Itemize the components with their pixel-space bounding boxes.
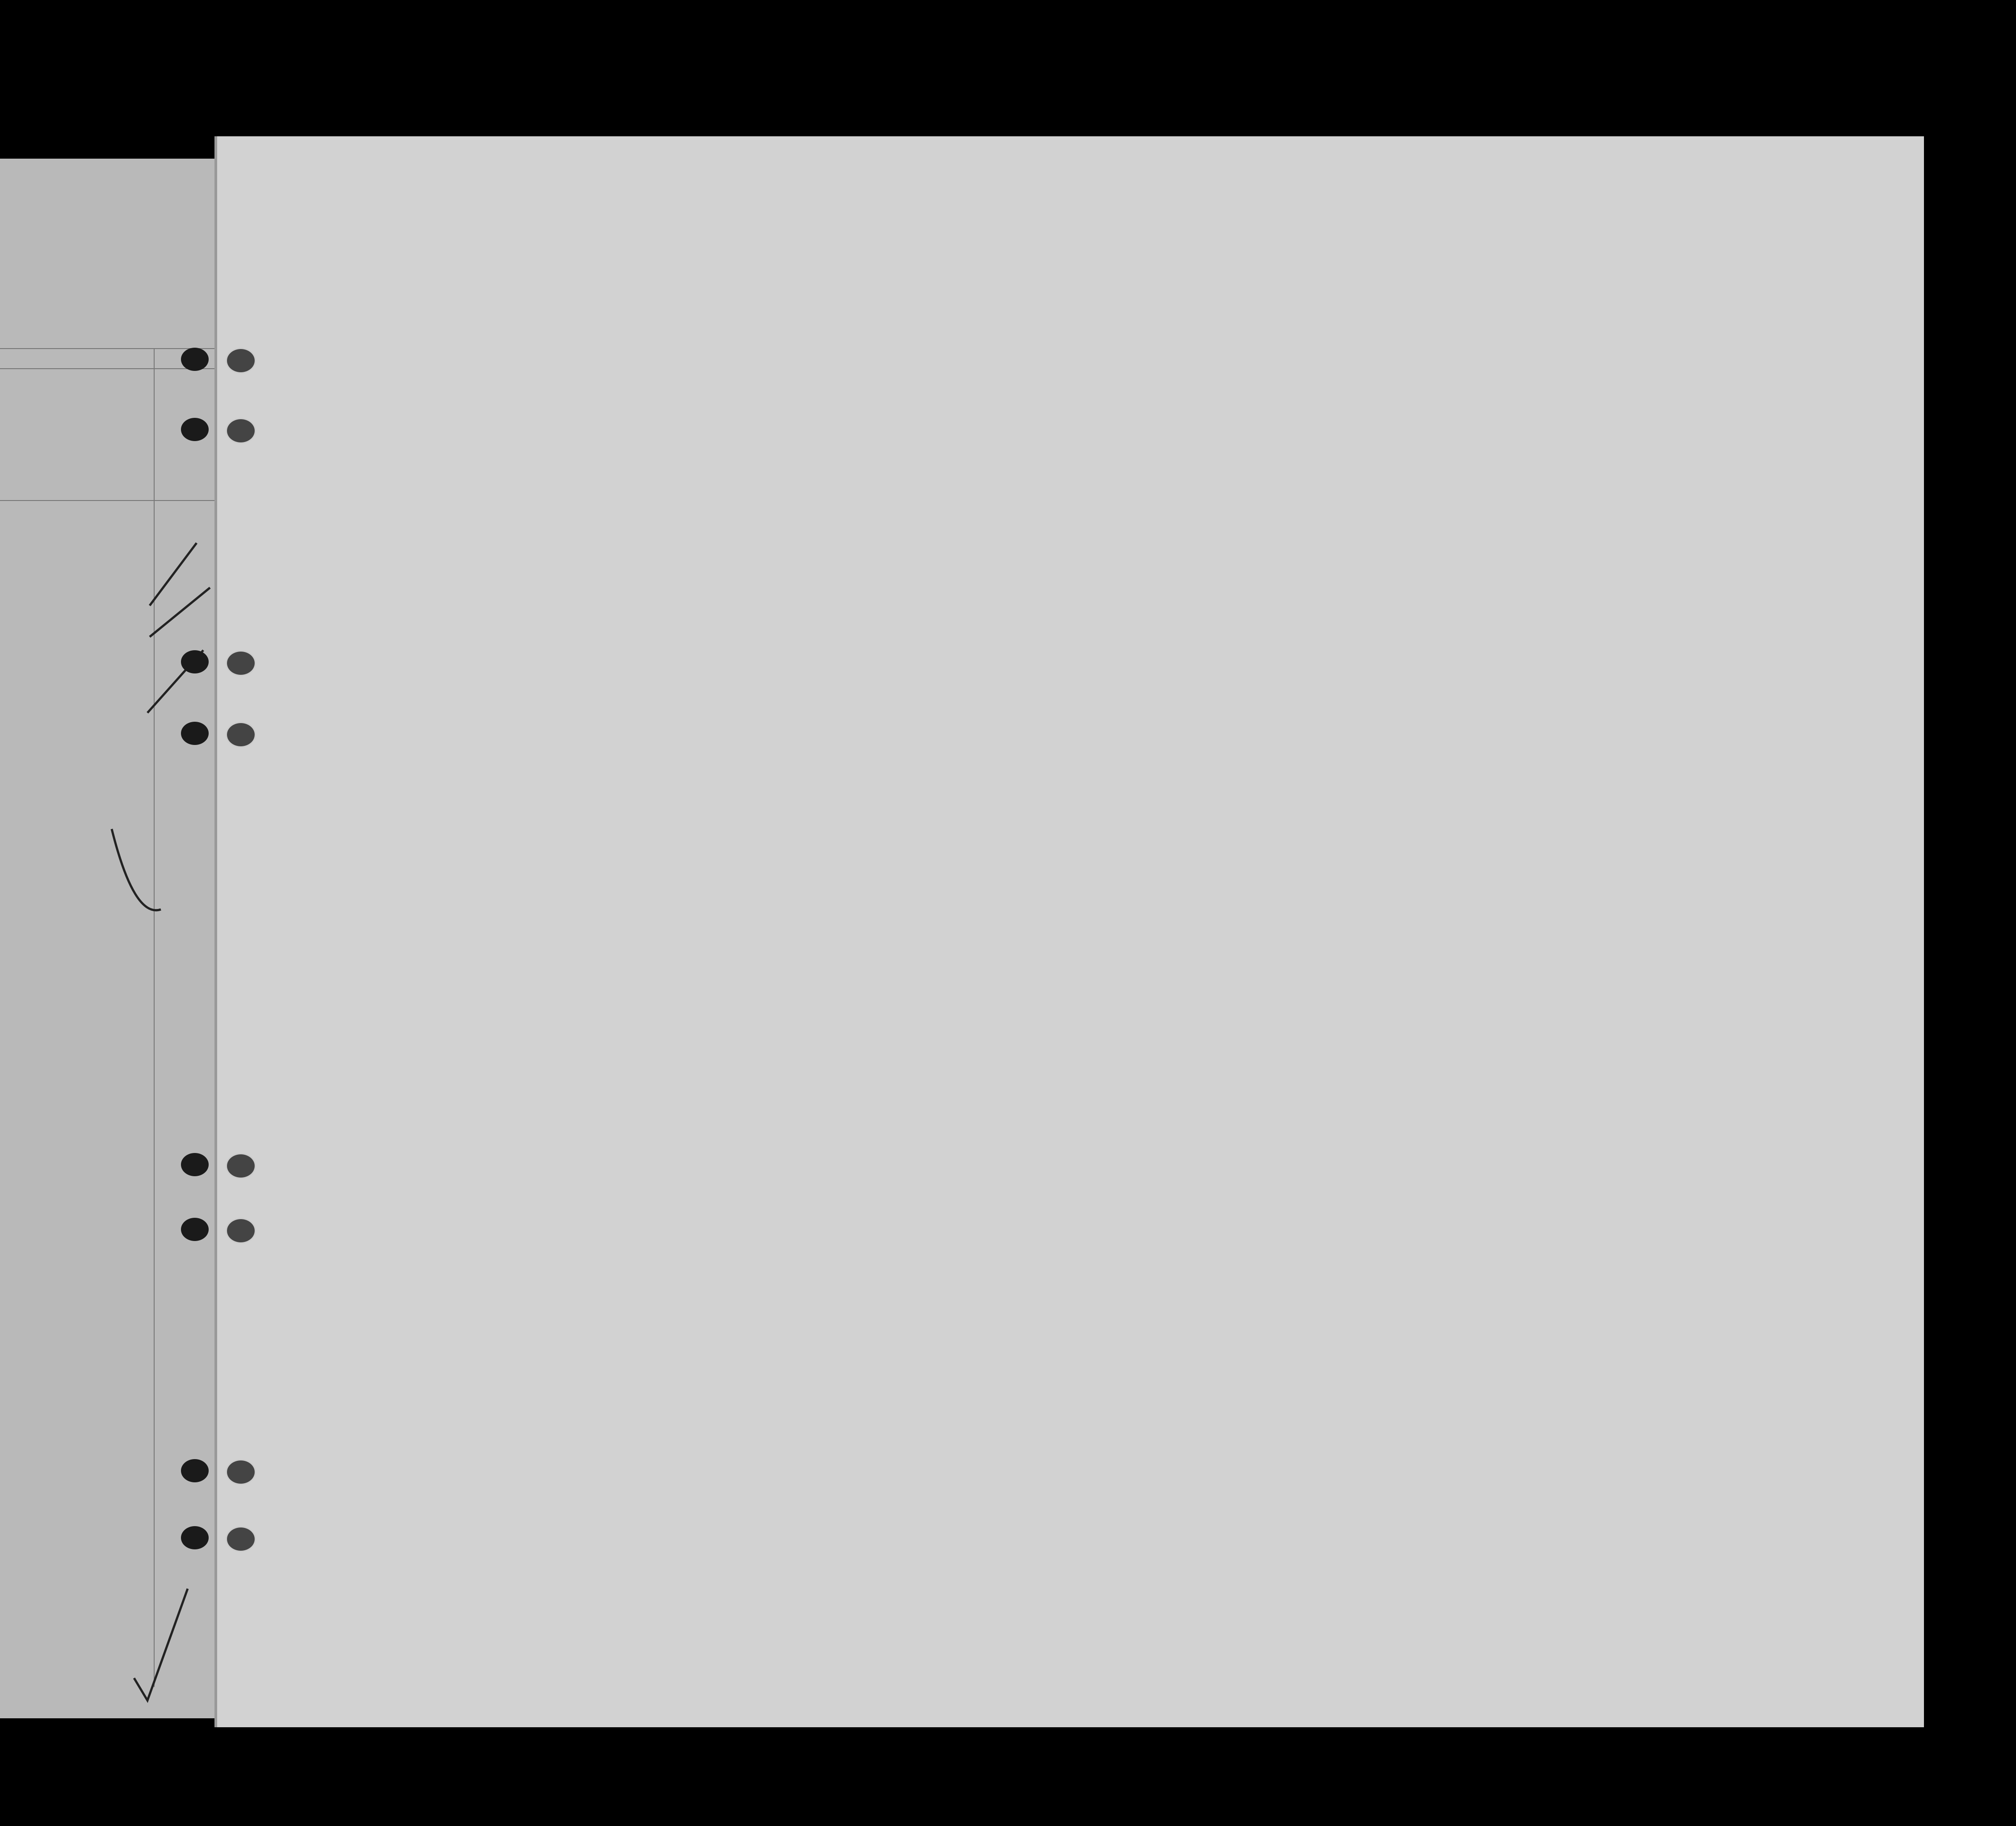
left-page-lines bbox=[0, 159, 214, 1718]
punch-hole bbox=[226, 722, 256, 748]
punch-hole bbox=[181, 418, 209, 441]
left-page-fragment bbox=[0, 159, 214, 1718]
ledger-grid bbox=[217, 136, 1924, 1727]
punch-hole bbox=[181, 1153, 209, 1176]
punch-hole bbox=[226, 1526, 256, 1552]
manifest-page bbox=[214, 136, 1924, 1727]
punch-hole bbox=[181, 1526, 209, 1549]
punch-hole bbox=[226, 1153, 256, 1179]
punch-hole bbox=[226, 418, 256, 444]
punch-hole bbox=[181, 1218, 209, 1241]
punch-hole bbox=[226, 348, 256, 374]
punch-hole bbox=[181, 348, 209, 371]
punch-hole bbox=[181, 722, 209, 745]
punch-hole bbox=[226, 1218, 256, 1244]
punch-hole bbox=[181, 650, 209, 673]
punch-hole bbox=[181, 1459, 209, 1482]
punch-hole bbox=[226, 650, 256, 676]
punch-hole bbox=[226, 1459, 256, 1485]
